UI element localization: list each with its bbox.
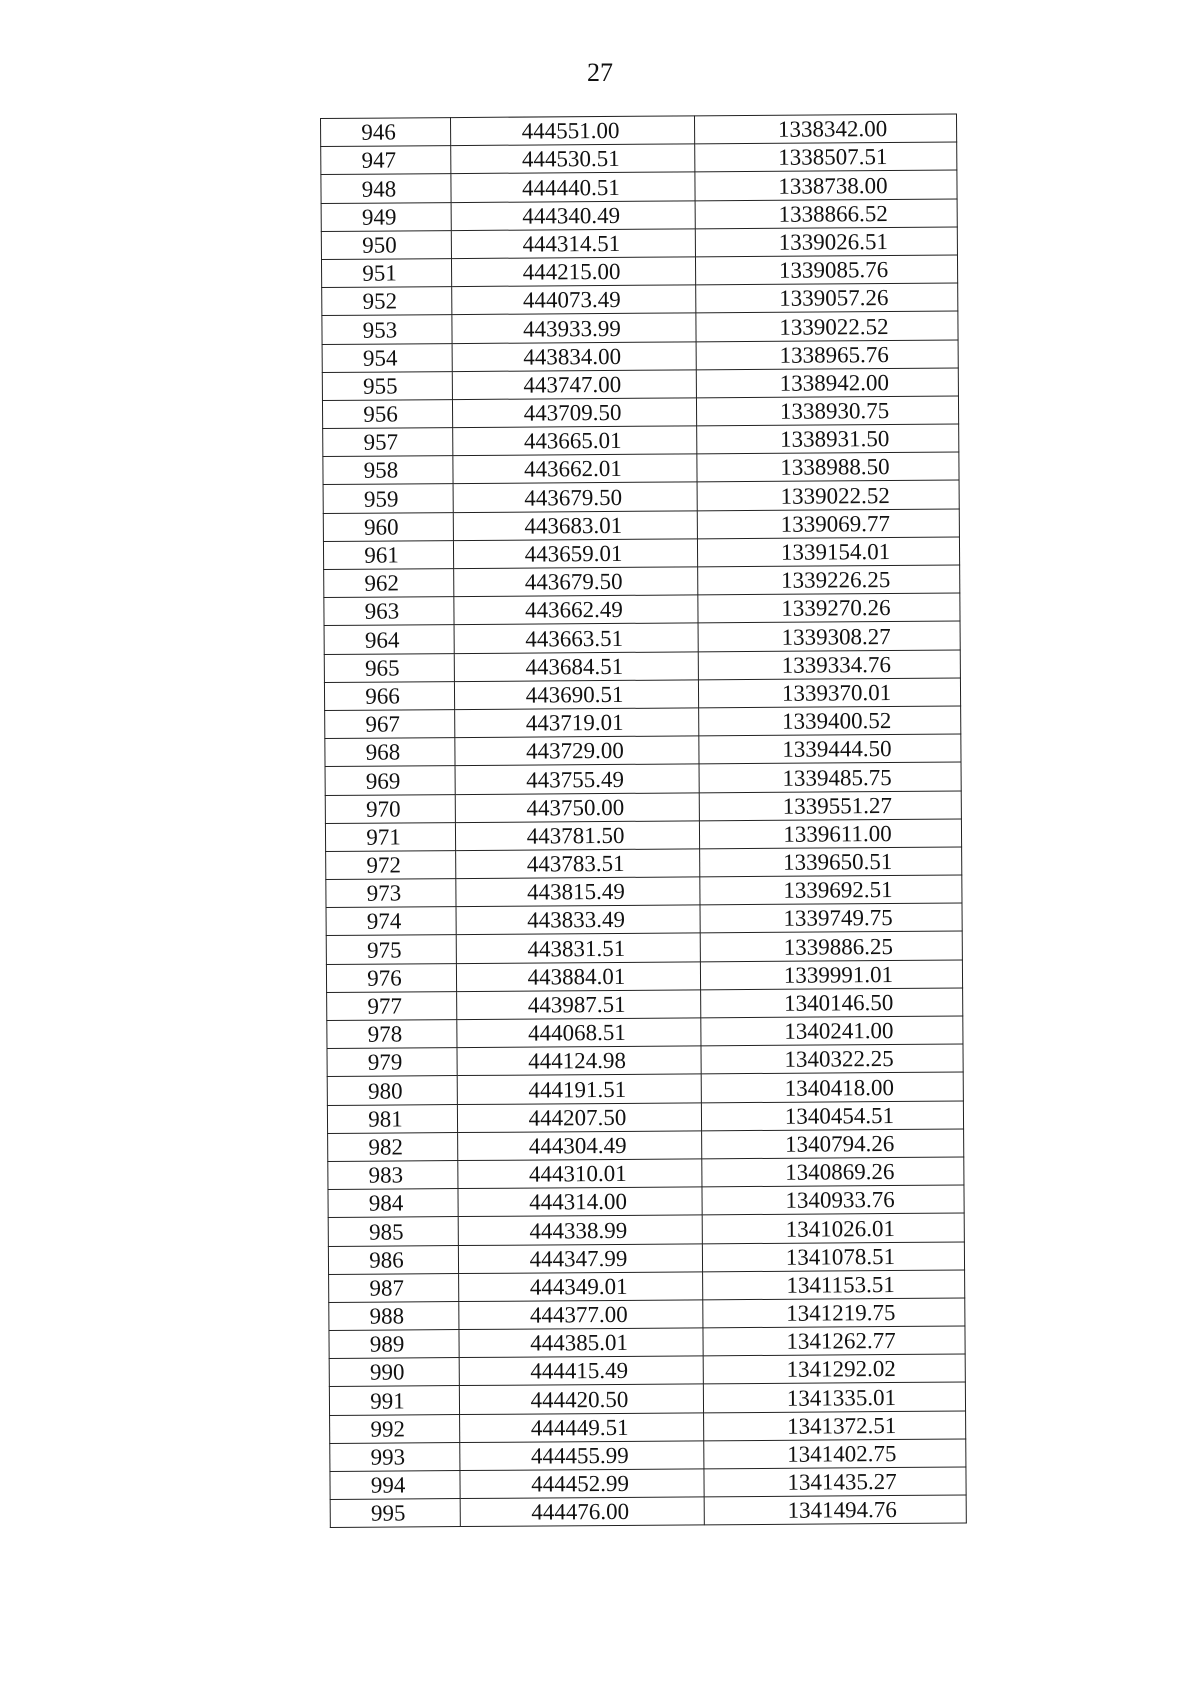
y-coordinate-cell: 1338931.50 bbox=[697, 424, 959, 454]
point-number-cell: 951 bbox=[321, 259, 451, 288]
coordinates-table-body bbox=[321, 114, 967, 1528]
x-coordinate-cell: 443755.49 bbox=[455, 764, 699, 794]
table-row bbox=[323, 424, 959, 457]
y-coordinate-cell: 1339270.26 bbox=[698, 593, 960, 623]
y-coordinate-cell: 1339611.00 bbox=[699, 819, 961, 849]
point-number-cell: 947 bbox=[321, 146, 451, 175]
x-coordinate-cell: 444349.01 bbox=[459, 1272, 703, 1302]
point-number-cell: 984 bbox=[328, 1189, 458, 1218]
point-number-cell: 994 bbox=[330, 1471, 460, 1500]
x-coordinate-cell: 444338.99 bbox=[458, 1215, 702, 1245]
y-coordinate-cell: 1339551.27 bbox=[699, 791, 961, 821]
x-coordinate-cell: 443781.50 bbox=[455, 821, 699, 851]
point-number-cell: 992 bbox=[330, 1414, 460, 1443]
x-coordinate-cell: 443747.00 bbox=[452, 370, 696, 400]
y-coordinate-cell: 1341292.02 bbox=[703, 1354, 965, 1384]
point-number-cell: 989 bbox=[329, 1330, 459, 1359]
table-row bbox=[328, 1157, 964, 1190]
x-coordinate-cell: 444385.01 bbox=[459, 1328, 703, 1358]
table-row bbox=[327, 988, 963, 1021]
table-row bbox=[321, 114, 957, 147]
table-row bbox=[324, 593, 960, 626]
y-coordinate-cell: 1338942.00 bbox=[696, 368, 958, 398]
table-row bbox=[330, 1439, 966, 1472]
x-coordinate-cell: 444314.00 bbox=[458, 1187, 702, 1217]
point-number-cell: 948 bbox=[321, 174, 451, 203]
point-number-cell: 982 bbox=[328, 1132, 458, 1161]
x-coordinate-cell: 444215.00 bbox=[451, 257, 695, 287]
table-row bbox=[326, 960, 962, 993]
table-row bbox=[328, 1129, 964, 1162]
x-coordinate-cell: 443665.01 bbox=[453, 426, 697, 456]
y-coordinate-cell: 1338965.76 bbox=[696, 340, 958, 370]
table-row bbox=[330, 1467, 966, 1500]
x-coordinate-cell: 443690.51 bbox=[454, 680, 698, 710]
point-number-cell: 977 bbox=[327, 991, 457, 1020]
point-number-cell: 954 bbox=[322, 343, 452, 372]
table-row bbox=[326, 875, 962, 908]
x-coordinate-cell: 443783.51 bbox=[456, 849, 700, 879]
table-row bbox=[324, 621, 960, 654]
x-coordinate-cell: 443662.49 bbox=[454, 595, 698, 625]
x-coordinate-cell: 443719.01 bbox=[455, 708, 699, 738]
y-coordinate-cell: 1341372.51 bbox=[704, 1411, 966, 1441]
y-coordinate-cell: 1338507.51 bbox=[695, 142, 957, 172]
y-coordinate-cell: 1339370.01 bbox=[698, 678, 960, 708]
x-coordinate-cell: 443834.00 bbox=[452, 341, 696, 371]
point-number-cell: 968 bbox=[325, 738, 455, 767]
point-number-cell: 963 bbox=[324, 597, 454, 626]
x-coordinate-cell: 444551.00 bbox=[451, 116, 695, 146]
table-row bbox=[325, 762, 961, 795]
table-row bbox=[326, 903, 962, 936]
point-number-cell: 988 bbox=[329, 1301, 459, 1330]
table-row bbox=[322, 311, 958, 344]
x-coordinate-cell: 443987.51 bbox=[457, 990, 701, 1020]
x-coordinate-cell: 443684.51 bbox=[454, 651, 698, 681]
table-row bbox=[322, 283, 958, 316]
x-coordinate-cell: 443831.51 bbox=[456, 933, 700, 963]
y-coordinate-cell: 1340869.26 bbox=[702, 1157, 964, 1187]
point-number-cell: 985 bbox=[328, 1217, 458, 1246]
table-row bbox=[326, 847, 962, 880]
y-coordinate-cell: 1339334.76 bbox=[698, 650, 960, 680]
x-coordinate-cell: 444068.51 bbox=[457, 1018, 701, 1048]
x-coordinate-cell: 444415.49 bbox=[459, 1356, 703, 1386]
point-number-cell: 958 bbox=[323, 456, 453, 485]
y-coordinate-cell: 1339022.52 bbox=[697, 480, 959, 510]
y-coordinate-cell: 1341494.76 bbox=[704, 1495, 966, 1525]
table-row bbox=[323, 480, 959, 513]
y-coordinate-cell: 1339069.77 bbox=[697, 509, 959, 539]
y-coordinate-cell: 1339308.27 bbox=[698, 621, 960, 651]
point-number-cell: 957 bbox=[323, 428, 453, 457]
table-row bbox=[324, 678, 960, 711]
x-coordinate-cell: 443933.99 bbox=[452, 313, 696, 343]
point-number-cell: 983 bbox=[328, 1161, 458, 1190]
y-coordinate-cell: 1339400.52 bbox=[699, 706, 961, 736]
table-row bbox=[322, 368, 958, 401]
point-number-cell: 967 bbox=[325, 710, 455, 739]
x-coordinate-cell: 444124.98 bbox=[457, 1046, 701, 1076]
table-row bbox=[328, 1185, 964, 1218]
table-row bbox=[323, 452, 959, 485]
y-coordinate-cell: 1339057.26 bbox=[696, 283, 958, 313]
table-row bbox=[325, 734, 961, 767]
point-number-cell: 990 bbox=[329, 1358, 459, 1387]
y-coordinate-cell: 1341153.51 bbox=[703, 1270, 965, 1300]
table-row bbox=[329, 1298, 965, 1331]
point-number-cell: 961 bbox=[323, 540, 453, 569]
x-coordinate-cell: 444340.49 bbox=[451, 200, 695, 230]
x-coordinate-cell: 443663.51 bbox=[454, 623, 698, 653]
x-coordinate-cell: 444420.50 bbox=[459, 1384, 703, 1414]
table-row bbox=[329, 1354, 965, 1387]
x-coordinate-cell: 443659.01 bbox=[453, 539, 697, 569]
table-row bbox=[329, 1382, 965, 1415]
x-coordinate-cell: 443709.50 bbox=[452, 398, 696, 428]
table-row bbox=[322, 396, 958, 429]
table-row bbox=[326, 931, 962, 964]
x-coordinate-cell: 444452.99 bbox=[460, 1469, 704, 1499]
y-coordinate-cell: 1339692.51 bbox=[700, 875, 962, 905]
x-coordinate-cell: 444314.51 bbox=[451, 229, 695, 259]
y-coordinate-cell: 1340322.25 bbox=[701, 1044, 963, 1074]
table-row bbox=[321, 142, 957, 175]
point-number-cell: 978 bbox=[327, 1020, 457, 1049]
y-coordinate-cell: 1338738.00 bbox=[695, 170, 957, 200]
point-number-cell: 949 bbox=[321, 202, 451, 231]
y-coordinate-cell: 1339026.51 bbox=[695, 227, 957, 257]
y-coordinate-cell: 1338930.75 bbox=[696, 396, 958, 426]
x-coordinate-cell: 444530.51 bbox=[451, 144, 695, 174]
y-coordinate-cell: 1339991.01 bbox=[700, 960, 962, 990]
table-row bbox=[327, 1044, 963, 1077]
point-number-cell: 979 bbox=[327, 1048, 457, 1077]
x-coordinate-cell: 444310.01 bbox=[458, 1159, 702, 1189]
table-row bbox=[325, 819, 961, 852]
point-number-cell: 995 bbox=[330, 1499, 460, 1528]
point-number-cell: 971 bbox=[325, 822, 455, 851]
table-row bbox=[325, 791, 961, 824]
y-coordinate-cell: 1341335.01 bbox=[703, 1382, 965, 1412]
table-row bbox=[321, 255, 957, 288]
y-coordinate-cell: 1340933.76 bbox=[702, 1185, 964, 1215]
point-number-cell: 959 bbox=[323, 484, 453, 513]
point-number-cell: 952 bbox=[322, 287, 452, 316]
table-row bbox=[321, 227, 957, 260]
point-number-cell: 946 bbox=[321, 118, 451, 147]
y-coordinate-cell: 1339485.75 bbox=[699, 762, 961, 792]
y-coordinate-cell: 1339650.51 bbox=[700, 847, 962, 877]
y-coordinate-cell: 1339444.50 bbox=[699, 734, 961, 764]
y-coordinate-cell: 1339886.25 bbox=[700, 931, 962, 961]
y-coordinate-cell: 1340146.50 bbox=[701, 988, 963, 1018]
x-coordinate-cell: 443750.00 bbox=[455, 792, 699, 822]
table-row bbox=[328, 1213, 964, 1246]
x-coordinate-cell: 443729.00 bbox=[455, 736, 699, 766]
x-coordinate-cell: 444073.49 bbox=[452, 285, 696, 315]
y-coordinate-cell: 1340794.26 bbox=[702, 1129, 964, 1159]
table-row bbox=[321, 199, 957, 232]
point-number-cell: 980 bbox=[327, 1076, 457, 1105]
x-coordinate-cell: 443833.49 bbox=[456, 905, 700, 935]
y-coordinate-cell: 1341262.77 bbox=[703, 1326, 965, 1356]
table-row bbox=[330, 1495, 966, 1528]
x-coordinate-cell: 443683.01 bbox=[453, 511, 697, 541]
point-number-cell: 956 bbox=[322, 399, 452, 428]
x-coordinate-cell: 444207.50 bbox=[457, 1102, 701, 1132]
point-number-cell: 975 bbox=[326, 935, 456, 964]
y-coordinate-cell: 1341402.75 bbox=[704, 1439, 966, 1469]
table-row bbox=[327, 1101, 963, 1134]
point-number-cell: 969 bbox=[325, 766, 455, 795]
x-coordinate-cell: 443679.50 bbox=[453, 482, 697, 512]
x-coordinate-cell: 444449.51 bbox=[460, 1412, 704, 1442]
y-coordinate-cell: 1341026.01 bbox=[702, 1213, 964, 1243]
page-number: 27 bbox=[587, 58, 613, 87]
x-coordinate-cell: 444304.49 bbox=[458, 1131, 702, 1161]
table-row bbox=[322, 340, 958, 373]
x-coordinate-cell: 444455.99 bbox=[460, 1441, 704, 1471]
y-coordinate-cell: 1339226.25 bbox=[698, 565, 960, 595]
table-row bbox=[327, 1072, 963, 1105]
x-coordinate-cell: 444377.00 bbox=[459, 1300, 703, 1330]
point-number-cell: 973 bbox=[326, 879, 456, 908]
point-number-cell: 976 bbox=[326, 963, 456, 992]
point-number-cell: 962 bbox=[324, 569, 454, 598]
x-coordinate-cell: 444347.99 bbox=[458, 1243, 702, 1273]
table-row bbox=[324, 650, 960, 683]
y-coordinate-cell: 1339022.52 bbox=[696, 311, 958, 341]
point-number-cell: 950 bbox=[321, 230, 451, 259]
table-row bbox=[328, 1242, 964, 1275]
y-coordinate-cell: 1338866.52 bbox=[695, 199, 957, 229]
y-coordinate-cell: 1339154.01 bbox=[697, 537, 959, 567]
y-coordinate-cell: 1340241.00 bbox=[701, 1016, 963, 1046]
x-coordinate-cell: 443662.01 bbox=[453, 454, 697, 484]
y-coordinate-cell: 1341078.51 bbox=[702, 1242, 964, 1272]
x-coordinate-cell: 443679.50 bbox=[454, 567, 698, 597]
x-coordinate-cell: 444440.51 bbox=[451, 172, 695, 202]
point-number-cell: 974 bbox=[326, 907, 456, 936]
table-row bbox=[323, 509, 959, 542]
table-row bbox=[329, 1326, 965, 1359]
point-number-cell: 964 bbox=[324, 625, 454, 654]
point-number-cell: 953 bbox=[322, 315, 452, 344]
table-row bbox=[329, 1270, 965, 1303]
x-coordinate-cell: 443815.49 bbox=[456, 877, 700, 907]
y-coordinate-cell: 1340418.00 bbox=[701, 1072, 963, 1102]
point-number-cell: 955 bbox=[322, 371, 452, 400]
y-coordinate-cell: 1341219.75 bbox=[703, 1298, 965, 1328]
point-number-cell: 986 bbox=[328, 1245, 458, 1274]
point-number-cell: 960 bbox=[323, 512, 453, 541]
point-number-cell: 972 bbox=[326, 850, 456, 879]
coordinates-table bbox=[320, 114, 967, 1529]
table-row bbox=[324, 565, 960, 598]
point-number-cell: 981 bbox=[327, 1104, 457, 1133]
y-coordinate-cell: 1338342.00 bbox=[694, 114, 956, 144]
point-number-cell: 966 bbox=[324, 681, 454, 710]
point-number-cell: 970 bbox=[325, 794, 455, 823]
point-number-cell: 993 bbox=[330, 1442, 460, 1471]
point-number-cell: 965 bbox=[324, 653, 454, 682]
table-row bbox=[325, 706, 961, 739]
y-coordinate-cell: 1339749.75 bbox=[700, 903, 962, 933]
y-coordinate-cell: 1340454.51 bbox=[701, 1101, 963, 1131]
point-number-cell: 991 bbox=[329, 1386, 459, 1415]
table-row bbox=[327, 1016, 963, 1049]
table-row bbox=[321, 170, 957, 203]
point-number-cell: 987 bbox=[329, 1273, 459, 1302]
table-row bbox=[330, 1411, 966, 1444]
y-coordinate-cell: 1341435.27 bbox=[704, 1467, 966, 1497]
x-coordinate-cell: 443884.01 bbox=[456, 961, 700, 991]
y-coordinate-cell: 1339085.76 bbox=[695, 255, 957, 285]
x-coordinate-cell: 444476.00 bbox=[460, 1497, 704, 1527]
x-coordinate-cell: 444191.51 bbox=[457, 1074, 701, 1104]
table-row bbox=[323, 537, 959, 570]
y-coordinate-cell: 1338988.50 bbox=[697, 452, 959, 482]
